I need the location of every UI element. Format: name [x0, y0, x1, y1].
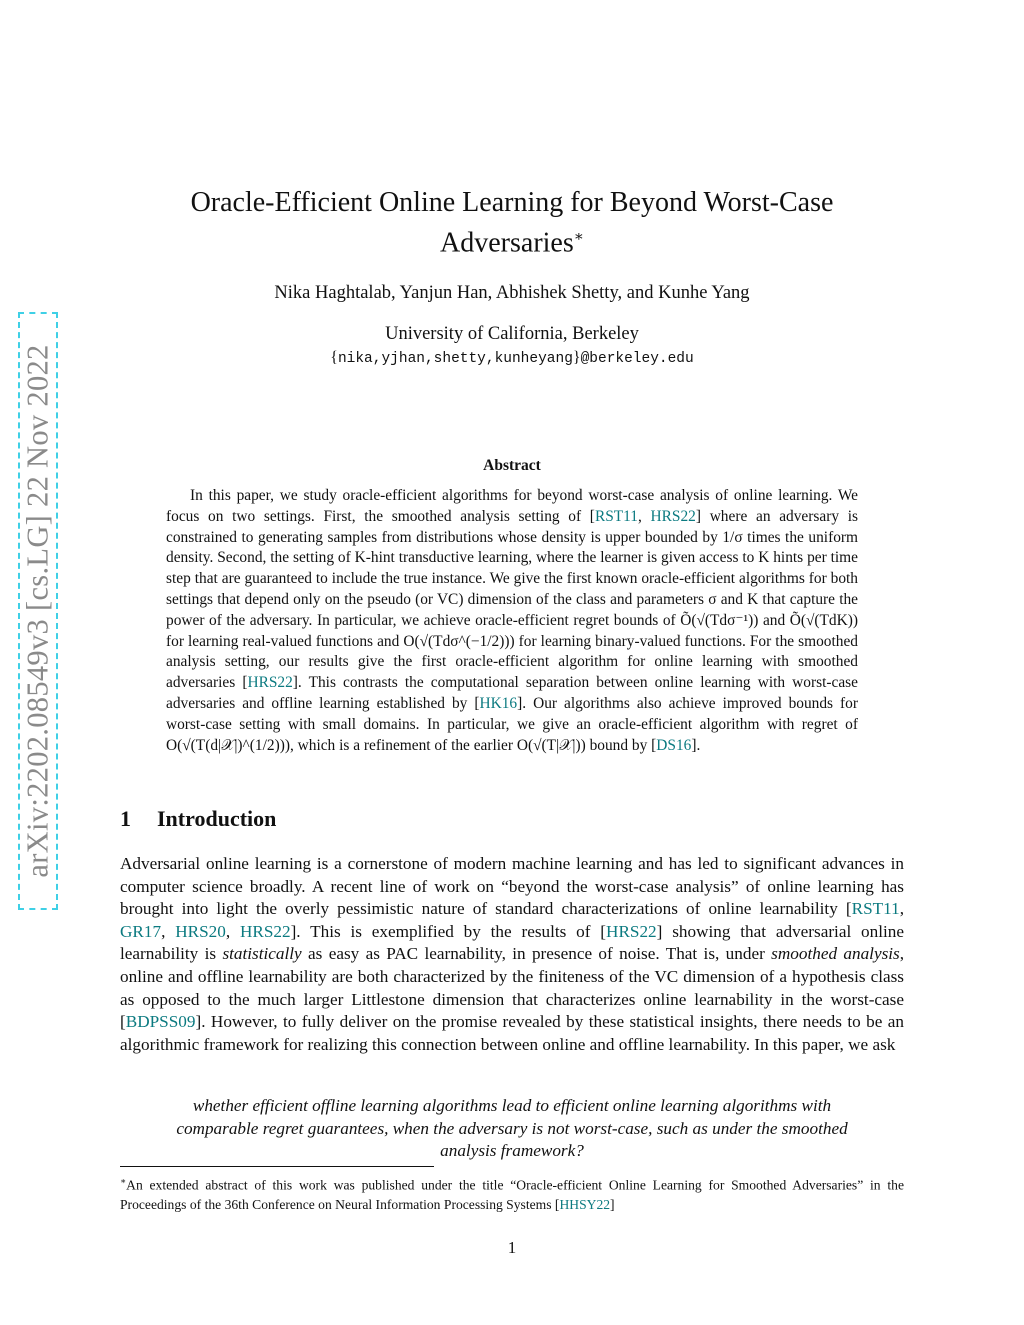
footnote-text: ] — [610, 1196, 615, 1212]
citation-link[interactable]: BDPSS09 — [125, 1012, 196, 1032]
abstract-text: ]. Our algorithms also achieve improved bounds for worst-case setting with small domains. In particular, we give an oracle-efficient algorithm with regret of O(√(T(d|𝒳|)^(1/2))), which is a refinement of the earlier O(√(T|𝒳|)) bound by [ — [166, 694, 858, 754]
citation-link[interactable]: HRS22 — [247, 674, 293, 692]
section-number: 1 — [120, 806, 131, 831]
citation-link[interactable]: DS16 — [656, 736, 692, 754]
email-brace-close: } — [572, 349, 581, 366]
arxiv-identifier: arXiv:2202.08549v3 [cs.LG] 22 Nov 2022 — [20, 344, 55, 878]
abstract-heading: Abstract — [483, 457, 541, 474]
affiliation: University of California, Berkeley — [385, 324, 639, 344]
page-number: 1 — [507, 1238, 517, 1257]
citation-link[interactable]: HHSY22 — [559, 1196, 611, 1212]
title-line-2-text: Adversaries — [440, 227, 574, 259]
paper-title — [120, 186, 904, 260]
emphasis-text: statistically — [222, 944, 302, 964]
abstract-text: ]. — [691, 736, 701, 754]
abstract-text: ] where an adversary is constrained to generating samples from distributions whose density is upper bounded by 1/σ times the uniform density. Second, the setting of K-hint transductive learning, where the learner is given access to K hints per time step that are guaranteed to include the true instance. We give the first known oracle-efficient algorithms for both settings that depend only on the pseudo (or VC) dimension of the class and parameters σ and K that capture the power of the adversary. In particular, we achieve oracle-efficient regret bounds of Õ(√(Tdσ⁻¹)) and Õ(√(TdK)) for learning real-valued functions and O(√(Tdσ^(−1/2))) for learning binary-valued functions. For the smoothed analysis setting, our results give the first oracle-efficient algorithm for online learning with smoothed adversaries [ — [166, 507, 858, 692]
arxiv-stamp — [18, 312, 58, 910]
body-text: , — [161, 921, 176, 941]
body-text: ]. However, to fully deliver on the promise revealed by these statistical insights, there needs to be an algorithmic framework for realizing this connection between online and offline learnability. In this paper, we ask — [120, 1012, 904, 1054]
author-emails — [120, 349, 904, 367]
footnote-text: An extended abstract of this work was published under the title “Oracle-efficient Online Learning for Smoothed Adversaries” in the Proceedings of the 36th Conference on Neural Information Processing Systems [ — [120, 1177, 904, 1212]
citation-link[interactable]: HRS22 — [239, 921, 291, 941]
research-question: whether efficient offline learning algorithms lead to efficient online learning algorithms with comparable regret guarantees, when the adversary is not worst-case, such as under the smoothed analysis framework? — [176, 1096, 848, 1161]
abstract-text: , — [637, 507, 651, 525]
title-footnote-mark: ∗ — [573, 229, 584, 245]
citation-link[interactable]: HRS20 — [175, 921, 226, 941]
citation-link[interactable]: RST11 — [851, 899, 900, 919]
intro-paragraph — [120, 853, 904, 1056]
email-domain: @berkeley.edu — [580, 351, 694, 367]
title-line-1: Oracle-Efficient Online Learning for Beyond Worst-Case — [190, 187, 834, 218]
email-usernames: nika,yjhan,shetty,kunheyang — [337, 351, 573, 367]
abstract-body — [166, 486, 858, 756]
body-text: as easy as PAC learnability, in presence of noise. That is, under — [301, 944, 772, 964]
citation-link[interactable]: HK16 — [479, 694, 518, 712]
abstract-text: In this paper, we study oracle-efficient algorithms for beyond worst-case analysis of online learning. We focus on two settings. First, the smoothed analysis setting of [ — [166, 487, 858, 525]
email-brace-open: { — [330, 349, 338, 366]
emphasis-text: smoothed analysis — [771, 944, 900, 964]
section-heading — [120, 806, 276, 832]
citation-link[interactable]: HRS22 — [650, 507, 696, 525]
author-list: Nika Haghtalab, Yanjun Han, Abhishek Shetty, and Kunhe Yang — [274, 283, 750, 303]
body-text: , online and offline learnability are both characterized by the finiteness of the VC dimension of a hypothesis class as opposed to the much larger Littlestone dimension that characterizes online learnability in the worst-case [ — [120, 944, 905, 1032]
body-text: ] showing that adversarial online learnability is — [120, 921, 905, 964]
footnote — [120, 1172, 904, 1214]
title-line-2 — [120, 220, 904, 260]
body-text: , — [225, 921, 240, 941]
citation-link[interactable]: HRS22 — [606, 921, 657, 941]
footnote-mark: ∗ — [120, 1176, 127, 1186]
footnote-divider — [120, 1166, 434, 1167]
body-text: ]. This is exemplified by the results of [ — [290, 921, 607, 941]
body-text: Adversarial online learning is a cornerstone of modern machine learning and has led to significant advances in computer science broadly. A recent line of work on “beyond the worst-case analysis” of online learning has brought into light the overly pessimistic nature of standard characterizations of online learnability [ — [120, 854, 904, 919]
body-text: , — [899, 899, 904, 919]
section-title: Introduction — [157, 806, 277, 831]
citation-link[interactable]: RST11 — [594, 507, 638, 525]
citation-link[interactable]: GR17 — [120, 921, 162, 941]
abstract-text: ]. This contrasts the computational separation between online learning with worst-case adversaries and offline learning established by [ — [166, 674, 858, 712]
